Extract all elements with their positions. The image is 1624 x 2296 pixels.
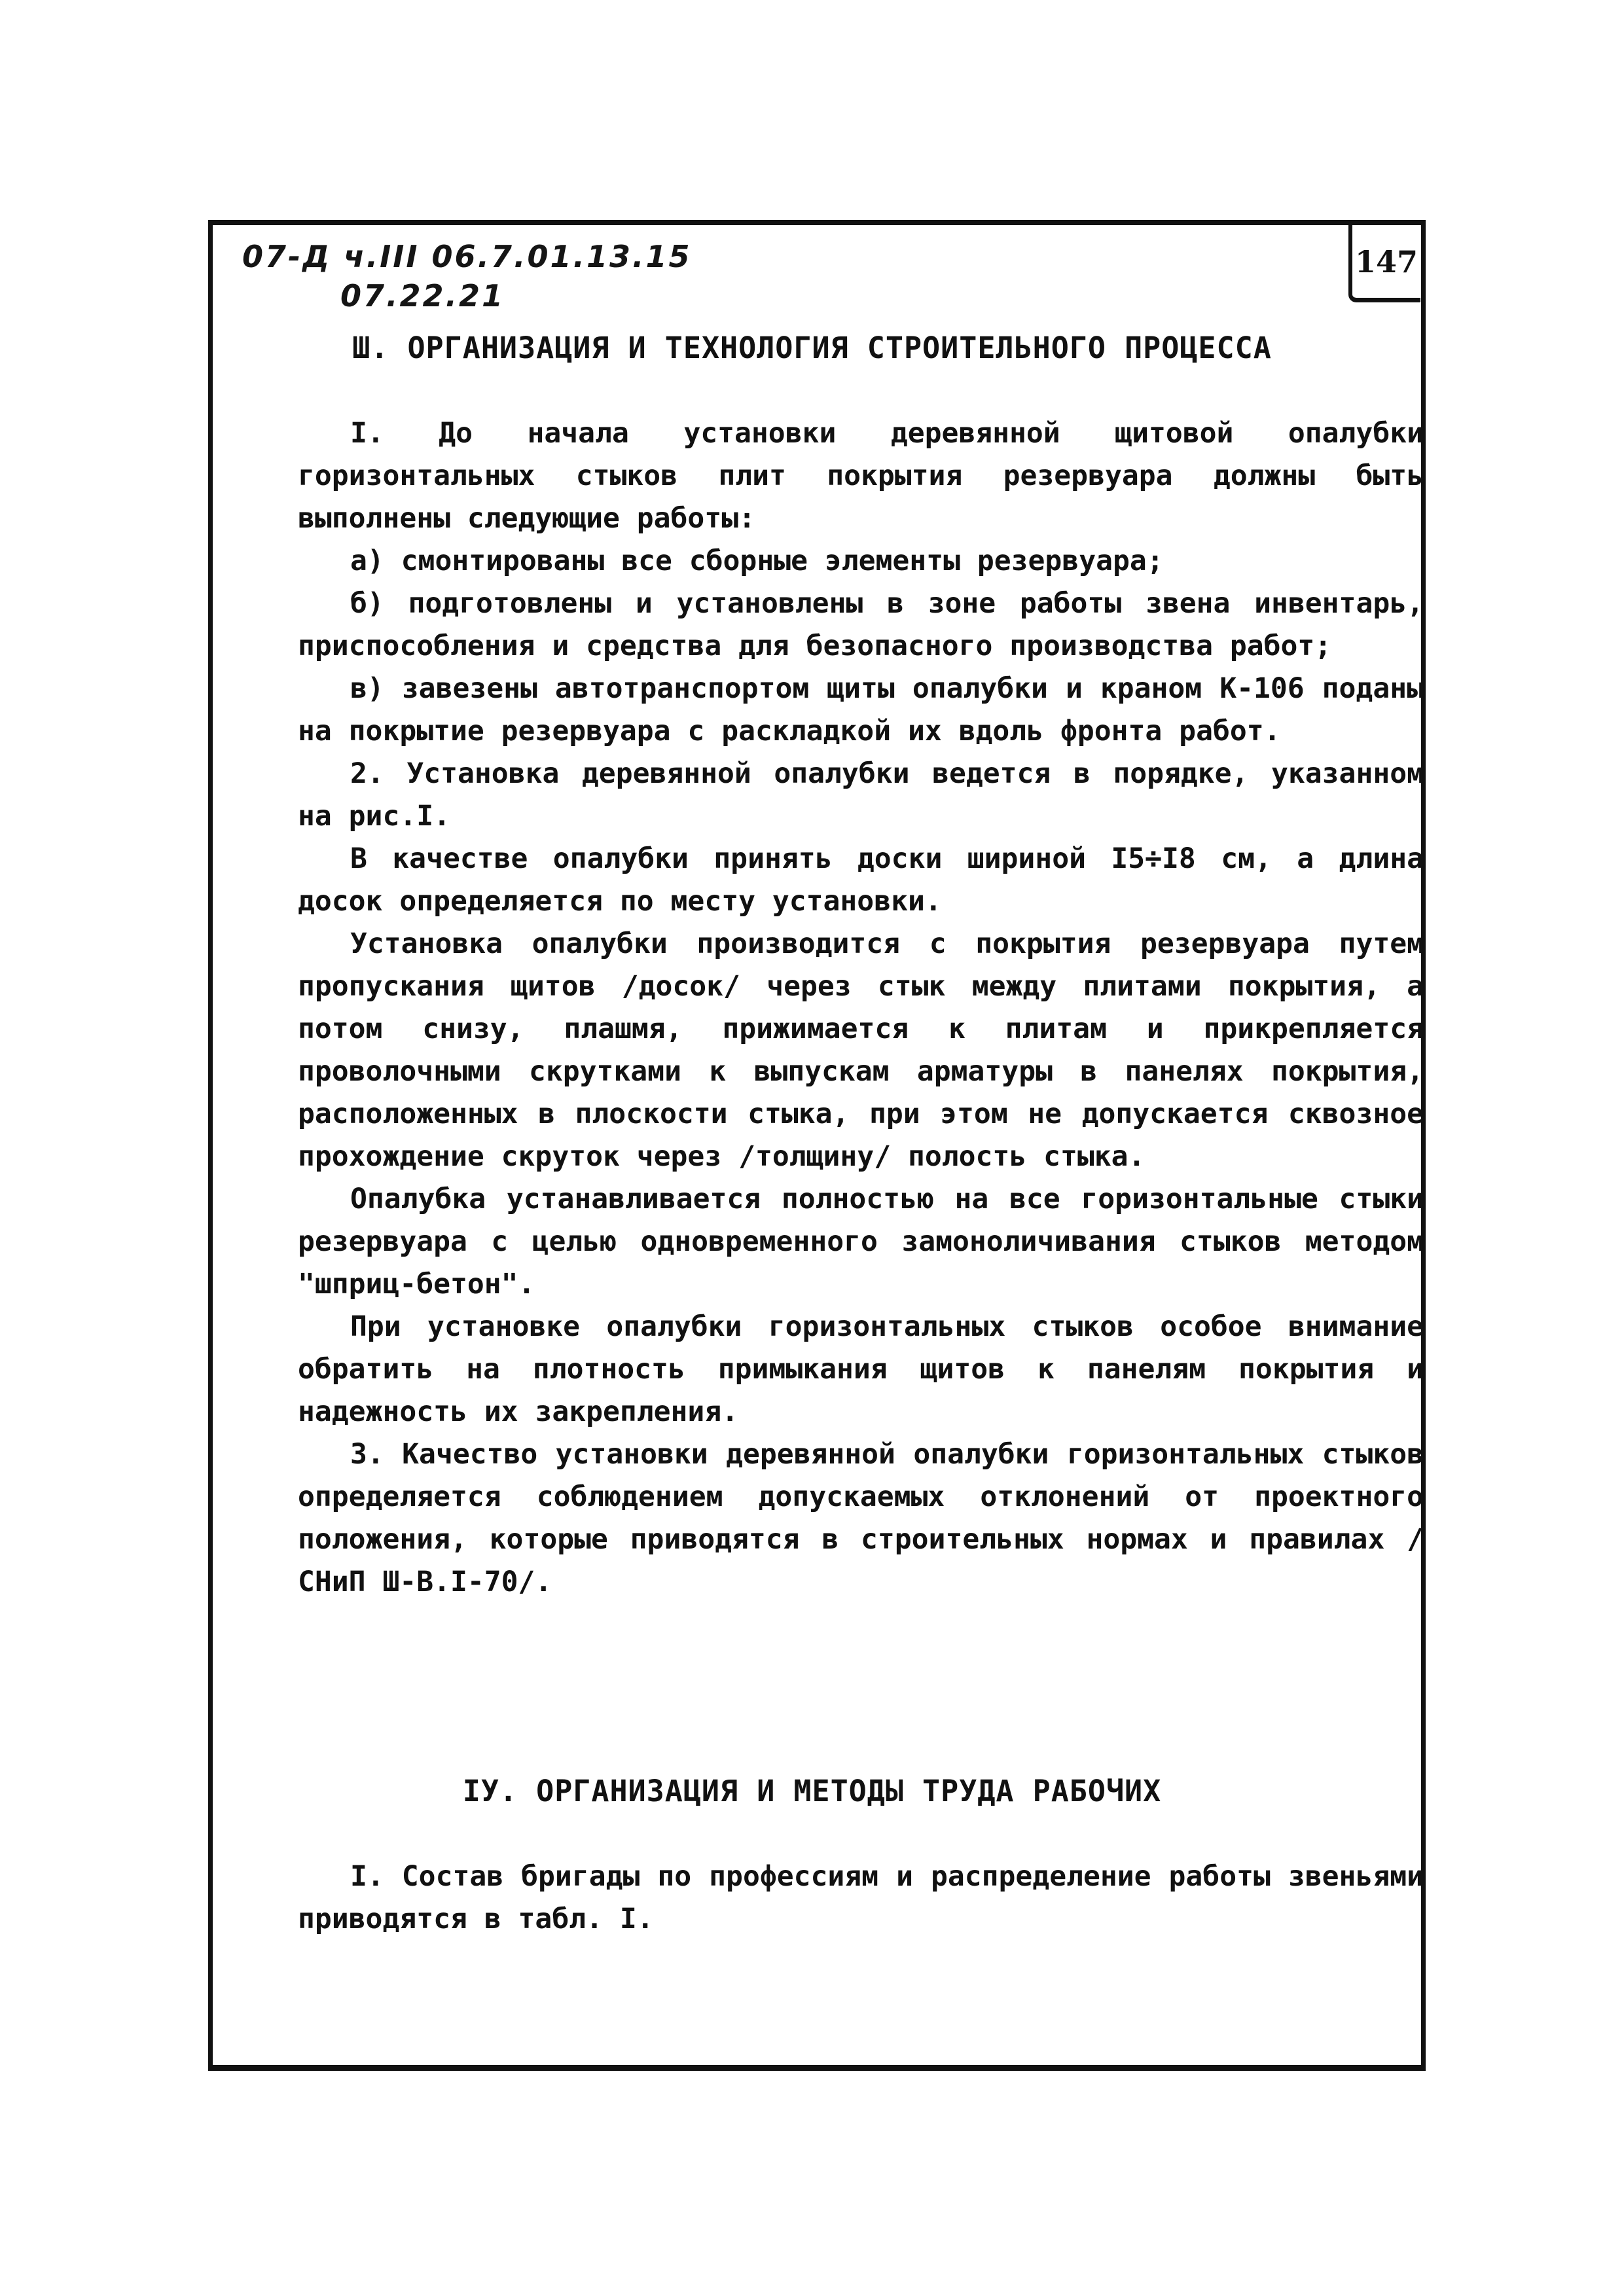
paragraph-2-full-install: Опалубка устанавливается полностью на все горизонтальные стыки резервуара с целью одновременного замоноличивания стыков методом "шприц-бетон". — [298, 1183, 1424, 1300]
section-4-body — [298, 1856, 1424, 1941]
document-code-line2: 07.22.21 — [340, 278, 505, 314]
paragraph-4-1: I. Состав бригады по профессиям и распределение работы звеньями приводятся в табл. I. — [298, 1860, 1424, 1935]
paragraph-1a: а) смонтированы все сборные элементы резервуара; — [350, 545, 1164, 577]
paragraph-2-board-width: В качестве опалубки принять доски шириной I5÷I8 см, а длина досок определяется по месту установки. — [298, 842, 1424, 918]
paragraph-2-installation: Установка опалубки производится с покрытия резервуара путем пропускания щитов /досок/ через стык между плитами покрытия, а потом снизу, плашмя, прижимается к плитам и прикрепляется проволочными скрутками к выпускам арматуры в панелях покрытия, расположенных в плоскости стыка, при этом не допускается сквозное прохождение скруток через /толщину/ полость стыка. — [298, 927, 1424, 1173]
paragraph-3: 3. Качество установки деревянной опалубки горизонтальных стыков определяется соблюдением допускаемых отклонений от проектного положения, которые приводятся в строительных нормах и правилах /СНиП Ш-В.I-70/. — [298, 1438, 1424, 1598]
section-3-title: Ш. ОРГАНИЗАЦИЯ И ТЕХНОЛОГИЯ СТРОИТЕЛЬНОГО ПРОЦЕССА — [352, 331, 1272, 365]
document-code-line1: 07-Д ч.III 06.7.01.13.15 — [242, 239, 692, 274]
section-3-body — [298, 412, 1424, 1604]
section-4-title: IУ. ОРГАНИЗАЦИЯ И МЕТОДЫ ТРУДА РАБОЧИХ — [462, 1774, 1162, 1808]
page-number: 147 — [1348, 225, 1420, 302]
paragraph-1: I. До начала установки деревянной щитовой опалубки горизонтальных стыков плит покрытия резервуара должны быть выполнены следующие работы: — [298, 417, 1424, 535]
paragraph-2-attention: При установке опалубки горизонтальных стыков особое внимание обратить на плотность примыкания щитов к панелям покрытия и надежность их закрепления. — [298, 1310, 1424, 1428]
paragraph-1b: б) подготовлены и установлены в зоне работы звена инвентарь, приспособления и средства для безопасного производства работ; — [298, 587, 1424, 662]
paragraph-1c: в) завезены автотранспортом щиты опалубки и краном К-106 поданы на покрытие резервуара с раскладкой их вдоль фронта работ. — [298, 672, 1424, 747]
paragraph-2: 2. Установка деревянной опалубки ведется в порядке, указанном на рис.I. — [298, 757, 1424, 833]
